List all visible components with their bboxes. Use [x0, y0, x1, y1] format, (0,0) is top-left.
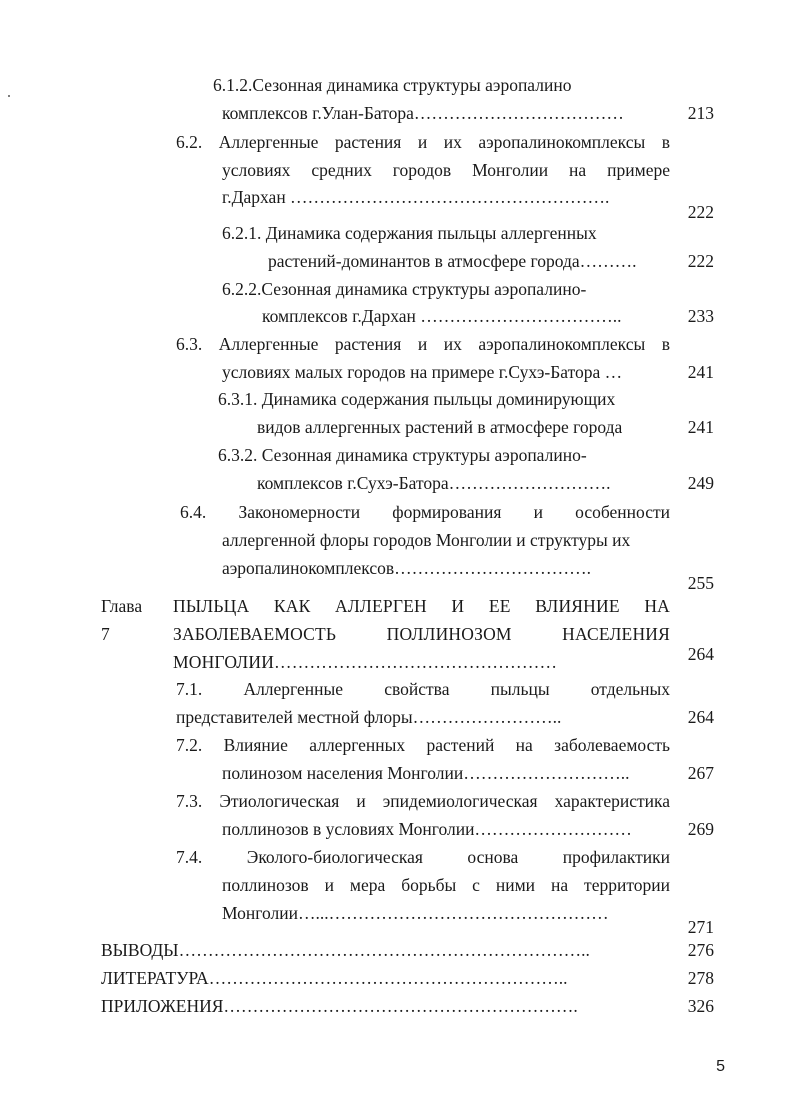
toc-page-number: 213: [687, 103, 714, 123]
toc-line: 7.3. Этиологическая и эпидемиологическая характеристика: [176, 791, 670, 811]
toc-page-number: 264: [687, 707, 714, 727]
toc-line: полинозом населения Монголии………………………..: [222, 763, 630, 783]
toc-line: поллинозов и мера борьбы с ними на территории: [222, 875, 670, 895]
toc-page-number: 278: [687, 968, 714, 988]
toc-line: ПРИЛОЖЕНИЯ…………………………………………………….: [101, 996, 578, 1016]
toc-line: представителей местной флоры……………………..: [176, 707, 562, 727]
toc-line: г.Дархан ……………………………………………….: [222, 187, 610, 207]
toc-line: ЗАБОЛЕВАЕМОСТЬ ПОЛЛИНОЗОМ НАСЕЛЕНИЯ: [173, 624, 670, 644]
chapter-label: Глава: [101, 596, 143, 616]
toc-page-number: 233: [687, 306, 714, 326]
toc-line: комплексов г.Дархан ……………………………..: [262, 306, 622, 326]
toc-line: 6.2.1. Динамика содержания пыльцы аллергенных: [222, 223, 597, 243]
toc-page-number: 267: [687, 763, 714, 783]
toc-line: условиях средних городов Монголии на примере: [222, 160, 670, 180]
toc-line: растений-доминантов в атмосфере города……….: [268, 251, 637, 271]
toc-page-number: 255: [687, 573, 714, 593]
toc-line: 6.4. Закономерности формирования и особенности: [180, 502, 670, 522]
toc-line: видов аллергенных растений в атмосфере города: [257, 417, 623, 437]
toc-page-number: 276: [687, 940, 714, 960]
toc-line: 6.2.2.Сезонная динамика структуры аэропалино-: [222, 279, 587, 299]
toc-line: 6.3.2. Сезонная динамика структуры аэропалино-: [218, 445, 587, 465]
toc-page-number: 222: [687, 251, 714, 271]
toc-line: ПЫЛЬЦА КАК АЛЛЕРГЕН И ЕЕ ВЛИЯНИЕ НА: [173, 596, 670, 616]
toc-line: поллинозов в условиях Монголии………………………: [222, 819, 632, 839]
toc-line: 6.1.2.Сезонная динамика структуры аэропалино: [213, 75, 572, 95]
toc-line: 6.3. Аллергенные растения и их аэропалинокомплексы в: [176, 334, 670, 354]
toc-line: Монголии…...…………………………………………: [222, 903, 609, 923]
toc-line: аллергенной флоры городов Монголии и структуры их: [222, 530, 631, 550]
toc-page-number: 271: [687, 917, 714, 937]
toc-page-number: 264: [687, 644, 714, 664]
toc-line: 6.2. Аллергенные растения и их аэропалинокомплексы в: [176, 132, 670, 152]
toc-line: комплексов г.Сухэ-Батора……………………….: [257, 473, 611, 493]
toc-page-number: 241: [687, 417, 714, 437]
toc-line: 6.3.1. Динамика содержания пыльцы доминирующих: [218, 389, 616, 409]
toc-page-number: 249: [687, 473, 714, 493]
toc-line: комплексов г.Улан-Батора………………………………: [222, 103, 624, 123]
toc-line: 7.2. Влияние аллергенных растений на заболеваемость: [176, 735, 670, 755]
toc-line: ЛИТЕРАТУРА……………………………………………………..: [101, 968, 568, 988]
toc-line: ВЫВОДЫ……………………………………………………………..: [101, 940, 590, 960]
toc-line: 7.4. Эколого-биологическая основа профилактики: [176, 847, 670, 867]
toc-page-number: 222: [687, 202, 714, 222]
toc-line: МОНГОЛИИ…………………………………………: [173, 652, 558, 672]
toc-line: условиях малых городов на примере г.Сухэ-Батора …: [222, 362, 623, 382]
page-number: 5: [716, 1058, 725, 1075]
toc-page-number: 269: [687, 819, 714, 839]
toc-line: аэропалинокомплексов…………………………….: [222, 558, 591, 578]
scan-speck: [8, 95, 10, 97]
toc-page-number: 326: [687, 996, 714, 1016]
chapter-number: 7: [101, 624, 110, 644]
toc-page-number: 241: [687, 362, 714, 382]
toc-line: 7.1. Аллергенные свойства пыльцы отдельных: [176, 679, 670, 699]
